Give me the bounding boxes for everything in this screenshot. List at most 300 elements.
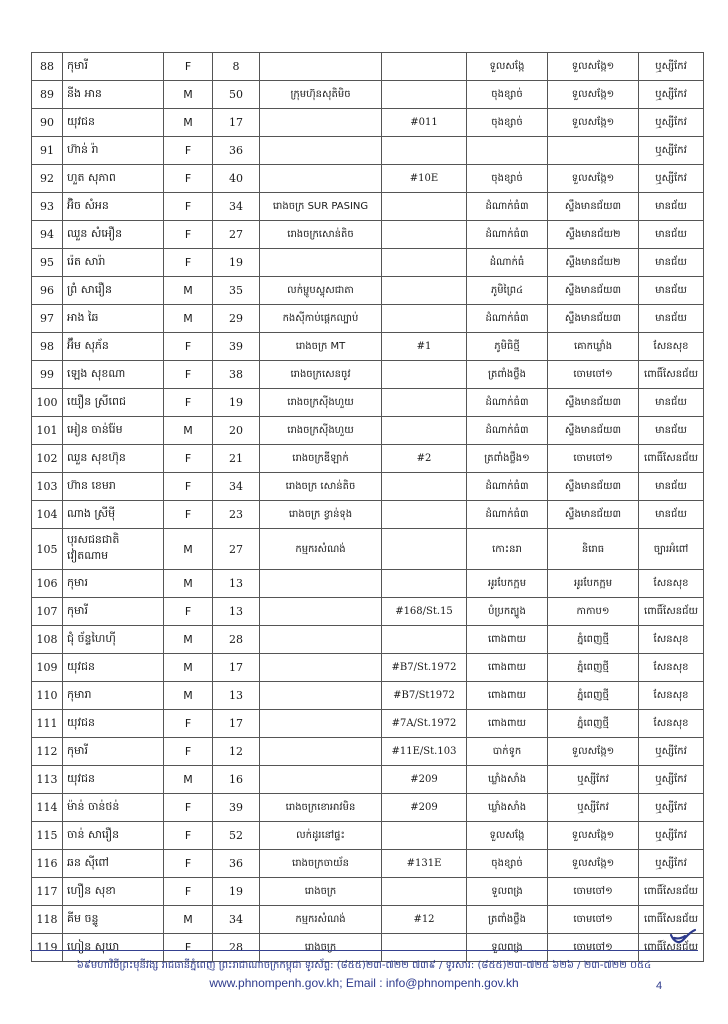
row-number-cell: 115 [32, 822, 63, 850]
house-number-cell [382, 822, 467, 850]
table-row [32, 654, 704, 682]
table-row [32, 361, 704, 389]
district-cell: ពោធិ៍សែនជ័យ [639, 934, 704, 962]
row-number-cell: 92 [32, 165, 63, 193]
row-number-cell: 93 [32, 193, 63, 221]
village-cell: ដំណាក់ធំ៣ [467, 473, 548, 501]
house-number-cell: #011 [382, 109, 467, 137]
row-number-cell: 113 [32, 766, 63, 794]
footer-address: ៦៩មហាវិថីព្រះមុនីវង្ស រាជធានីភ្នំពេញ ព្រះរាជាណាចក្រកម្ពុជា ទូរស័ព្ទ: (៨៥៥)២៣-៧២២ ៧៣៩ / ទូរសារ: (៨៥៥)២៣-៧២៥ ៦២៦ / ២៣-៧២២ ០៥៤ [76, 960, 652, 971]
row-number-cell: 114 [32, 794, 63, 822]
person-name-cell: ឡេង សុខណា [63, 361, 164, 389]
age-cell: 39 [213, 333, 260, 361]
house-number-cell: #10E [382, 165, 467, 193]
record-table-container [31, 52, 703, 962]
house-number-cell: #209 [382, 794, 467, 822]
row-number-cell: 106 [32, 570, 63, 598]
district-cell: មានជ័យ [639, 221, 704, 249]
row-number-cell: 118 [32, 906, 63, 934]
table-row [32, 221, 704, 249]
commune-cell: ស្ទឹងមានជ័យ៣ [548, 389, 639, 417]
occupation-cell: រោងចក្រខោអាវមិន [260, 794, 382, 822]
person-name-cell: ជុំ ច័ន្ទហៃហ៊ី [63, 626, 164, 654]
row-number-cell: 94 [32, 221, 63, 249]
person-name-cell: កុមារ [63, 570, 164, 598]
person-name-cell: កុមារា [63, 682, 164, 710]
person-name-cell: ហួត សុភាព [63, 165, 164, 193]
district-cell: សែនសុខ [639, 333, 704, 361]
occupation-cell: រោងចក្រ [260, 934, 382, 962]
occupation-cell [260, 710, 382, 738]
commune-cell: ទួលសង្កែ១ [548, 850, 639, 878]
sex-cell: F [164, 501, 213, 529]
village-cell: ដំណាក់ធំ៣ [467, 417, 548, 445]
house-number-cell: #11E/St.103 [382, 738, 467, 766]
sex-cell: F [164, 53, 213, 81]
age-cell: 40 [213, 165, 260, 193]
occupation-cell: រោងចក្រ ខ្វាន់ទុង [260, 501, 382, 529]
table-row [32, 766, 704, 794]
house-number-cell: #12 [382, 906, 467, 934]
occupation-cell: រោងចក្រស៊ីងហួយ [260, 417, 382, 445]
house-number-cell [382, 81, 467, 109]
age-cell: 27 [213, 221, 260, 249]
table-row [32, 277, 704, 305]
occupation-cell: កម្មករសំណង់ [260, 906, 382, 934]
person-name-cell: អៀន ចាន់រ៉ែម [63, 417, 164, 445]
occupation-cell [260, 682, 382, 710]
commune-cell: គោកឃ្លាំង [548, 333, 639, 361]
table-row [32, 710, 704, 738]
footer-divider [30, 950, 698, 951]
table-row [32, 165, 704, 193]
occupation-cell: រោងចក្រសោន់តិច [260, 221, 382, 249]
commune-cell: ភ្នំពេញថ្មី [548, 710, 639, 738]
occupation-cell [260, 598, 382, 626]
sex-cell: M [164, 81, 213, 109]
sex-cell: M [164, 529, 213, 570]
person-name-cell: បុរសជនជាតិ វៀតណាម [63, 529, 164, 570]
age-cell: 23 [213, 501, 260, 529]
row-number-cell: 119 [32, 934, 63, 962]
commune-cell: ស្ទឹងមានជ័យ៣ [548, 193, 639, 221]
village-cell: ដំណាក់ធំ៣ [467, 193, 548, 221]
house-number-cell: #B7/St1972 [382, 682, 467, 710]
row-number-cell: 112 [32, 738, 63, 766]
age-cell: 8 [213, 53, 260, 81]
house-number-cell [382, 361, 467, 389]
sex-cell: M [164, 766, 213, 794]
sex-cell: F [164, 193, 213, 221]
row-number-cell: 107 [32, 598, 63, 626]
table-row [32, 570, 704, 598]
district-cell: សែនសុខ [639, 626, 704, 654]
district-cell: ពោធិ៍សែនជ័យ [639, 906, 704, 934]
occupation-cell: រោងចក្រ [260, 878, 382, 906]
row-number-cell: 99 [32, 361, 63, 389]
district-cell: មានជ័យ [639, 417, 704, 445]
age-cell: 34 [213, 906, 260, 934]
table-row [32, 822, 704, 850]
table-row [32, 305, 704, 333]
village-cell: ត្រពាំងថ្លឹង១ [467, 445, 548, 473]
village-cell: ទួលសង្កែ [467, 53, 548, 81]
house-number-cell [382, 277, 467, 305]
commune-cell: ស្ទឹងមានជ័យ៣ [548, 305, 639, 333]
person-name-cell: ព្រំ សារឿន [63, 277, 164, 305]
village-cell: ត្រពាំងថ្លឹង [467, 906, 548, 934]
table-row [32, 501, 704, 529]
row-number-cell: 97 [32, 305, 63, 333]
table-row [32, 137, 704, 165]
house-number-cell [382, 389, 467, 417]
occupation-cell [260, 570, 382, 598]
house-number-cell [382, 193, 467, 221]
age-cell: 39 [213, 794, 260, 822]
sex-cell: F [164, 361, 213, 389]
person-name-cell: នីង អាន [63, 81, 164, 109]
commune-cell: ស្ទឹងមានជ័យ២ [548, 221, 639, 249]
village-cell: ទួលពង្រ [467, 934, 548, 962]
row-number-cell: 105 [32, 529, 63, 570]
occupation-cell [260, 249, 382, 277]
age-cell: 29 [213, 305, 260, 333]
table-row [32, 81, 704, 109]
person-name-cell: អ៊ិច សំអន [63, 193, 164, 221]
sex-cell: F [164, 389, 213, 417]
person-name-cell: ឈួន សំអឿន [63, 221, 164, 249]
row-number-cell: 104 [32, 501, 63, 529]
row-number-cell: 108 [32, 626, 63, 654]
sex-cell: F [164, 710, 213, 738]
person-name-cell: ហៀន សុឃា [63, 934, 164, 962]
person-name-cell: យឿន ស្រីពេជ [63, 389, 164, 417]
house-number-cell: #B7/St.1972 [382, 654, 467, 682]
sex-cell: M [164, 682, 213, 710]
table-row [32, 333, 704, 361]
district-cell: សែនសុខ [639, 682, 704, 710]
sex-cell: F [164, 473, 213, 501]
table-row [32, 738, 704, 766]
age-cell: 28 [213, 626, 260, 654]
house-number-cell [382, 473, 467, 501]
occupation-cell [260, 53, 382, 81]
sex-cell: M [164, 109, 213, 137]
row-number-cell: 101 [32, 417, 63, 445]
village-cell [467, 137, 548, 165]
district-cell: ឬស្សីកែវ [639, 137, 704, 165]
district-cell: ឬស្សីកែវ [639, 738, 704, 766]
person-name-cell: អ៊ឹម សុភ័ន [63, 333, 164, 361]
commune-cell: ឬស្សីកែវ [548, 794, 639, 822]
sex-cell: F [164, 137, 213, 165]
person-name-cell: ហ៊ាន់ រ៉ា [63, 137, 164, 165]
commune-cell: ឬស្សីកែវ [548, 766, 639, 794]
row-number-cell: 98 [32, 333, 63, 361]
table-row [32, 626, 704, 654]
commune-cell: ចោមចៅ១ [548, 906, 639, 934]
occupation-cell [260, 626, 382, 654]
sex-cell: F [164, 878, 213, 906]
person-name-cell: យុវជន [63, 109, 164, 137]
sex-cell: M [164, 626, 213, 654]
person-name-cell: ចាន់ សារឿន [63, 822, 164, 850]
district-cell: មានជ័យ [639, 501, 704, 529]
district-cell: សែនសុខ [639, 570, 704, 598]
record-table-body [32, 53, 704, 962]
occupation-cell [260, 109, 382, 137]
row-number-cell: 96 [32, 277, 63, 305]
sex-cell: F [164, 333, 213, 361]
age-cell: 17 [213, 109, 260, 137]
row-number-cell: 89 [32, 81, 63, 109]
sex-cell: M [164, 654, 213, 682]
commune-cell: ចោមចៅ១ [548, 878, 639, 906]
sex-cell: M [164, 417, 213, 445]
row-number-cell: 91 [32, 137, 63, 165]
person-name-cell: ឆន ស៊ីពៅ [63, 850, 164, 878]
commune-cell [548, 137, 639, 165]
age-cell: 16 [213, 766, 260, 794]
commune-cell: ទួលសង្កែ១ [548, 81, 639, 109]
age-cell: 36 [213, 137, 260, 165]
occupation-cell: កងស៊ីកាប់ផ្តេកល្បាប់ [260, 305, 382, 333]
district-cell: ពោធិ៍សែនជ័យ [639, 361, 704, 389]
commune-cell: ចោមចៅ១ [548, 934, 639, 962]
table-row [32, 53, 704, 81]
commune-cell: ភ្នំពេញថ្មី [548, 654, 639, 682]
table-row [32, 193, 704, 221]
district-cell: ពោធិ៍សែនជ័យ [639, 598, 704, 626]
age-cell: 34 [213, 193, 260, 221]
table-row [32, 389, 704, 417]
village-cell: ទួលសង្កែ [467, 822, 548, 850]
commune-cell: ភ្នំពេញថ្មី [548, 682, 639, 710]
district-cell: មានជ័យ [639, 193, 704, 221]
village-cell: ពោងពាយ [467, 626, 548, 654]
age-cell: 50 [213, 81, 260, 109]
sex-cell: M [164, 277, 213, 305]
person-name-cell: ឈួន សុខហ៊ុន [63, 445, 164, 473]
sex-cell: F [164, 445, 213, 473]
house-number-cell: #131E [382, 850, 467, 878]
sex-cell: F [164, 934, 213, 962]
occupation-cell [260, 766, 382, 794]
age-cell: 13 [213, 682, 260, 710]
district-cell: មានជ័យ [639, 277, 704, 305]
sex-cell: M [164, 570, 213, 598]
row-number-cell: 109 [32, 654, 63, 682]
table-row [32, 417, 704, 445]
district-cell: មានជ័យ [639, 389, 704, 417]
person-name-cell: យុវជន [63, 654, 164, 682]
house-number-cell [382, 137, 467, 165]
sex-cell: F [164, 794, 213, 822]
district-cell: មានជ័យ [639, 249, 704, 277]
row-number-cell: 90 [32, 109, 63, 137]
district-cell: មានជ័យ [639, 305, 704, 333]
occupation-cell [260, 654, 382, 682]
house-number-cell [382, 417, 467, 445]
page-number: 4 [656, 980, 663, 992]
occupation-cell [260, 137, 382, 165]
row-number-cell: 110 [32, 682, 63, 710]
person-name-cell: កុមារី [63, 53, 164, 81]
house-number-cell [382, 626, 467, 654]
row-number-cell: 111 [32, 710, 63, 738]
district-cell: ឬស្សីកែវ [639, 766, 704, 794]
person-name-cell: ម៉ាន់ ចាន់ថន់ [63, 794, 164, 822]
age-cell: 13 [213, 598, 260, 626]
row-number-cell: 116 [32, 850, 63, 878]
house-number-cell: #1 [382, 333, 467, 361]
district-cell: ពោធិ៍សែនជ័យ [639, 878, 704, 906]
commune-cell: ទួលសង្កែ១ [548, 53, 639, 81]
village-cell: ភូមិព្រៃ៤ [467, 277, 548, 305]
village-cell: ពោងពាយ [467, 682, 548, 710]
age-cell: 20 [213, 417, 260, 445]
district-cell: ឬស្សីកែវ [639, 53, 704, 81]
age-cell: 27 [213, 529, 260, 570]
commune-cell: ទួលសង្កែ១ [548, 165, 639, 193]
age-cell: 35 [213, 277, 260, 305]
district-cell: ឬស្សីកែវ [639, 109, 704, 137]
commune-cell: ស្ទឹងមានជ័យ៣ [548, 501, 639, 529]
village-cell: ចុងខ្សាច់ [467, 165, 548, 193]
sex-cell: F [164, 850, 213, 878]
village-cell: ចុងខ្សាច់ [467, 81, 548, 109]
occupation-cell: រោងចក្រសេនចូវ [260, 361, 382, 389]
village-cell: ដំណាក់ធំ [467, 249, 548, 277]
house-number-cell [382, 249, 467, 277]
village-cell: ពោងពាយ [467, 710, 548, 738]
commune-cell: ស្ទឹងមានជ័យ២ [548, 249, 639, 277]
commune-cell: ទួលសង្កែ១ [548, 109, 639, 137]
age-cell: 13 [213, 570, 260, 598]
row-number-cell: 117 [32, 878, 63, 906]
sex-cell: F [164, 598, 213, 626]
village-cell: អូរបែកក្អម [467, 570, 548, 598]
house-number-cell: #209 [382, 766, 467, 794]
district-cell: ឬស្សីកែវ [639, 81, 704, 109]
occupation-cell: លក់ម្ហូបស្ទុសជាតា [260, 277, 382, 305]
village-cell: ឃ្លាំងសាំង [467, 794, 548, 822]
occupation-cell: រោងចក្រចាយ័ន [260, 850, 382, 878]
district-cell: ពោធិ៍សែនជ័យ [639, 445, 704, 473]
house-number-cell [382, 221, 467, 249]
occupation-cell: រោងចក្រ SUR PASING [260, 193, 382, 221]
occupation-cell: រោងចក្រ សោន់តិច [260, 473, 382, 501]
age-cell: 19 [213, 249, 260, 277]
house-number-cell: #168/St.15 [382, 598, 467, 626]
house-number-cell: #2 [382, 445, 467, 473]
commune-cell: ទួលសង្កែ១ [548, 738, 639, 766]
village-cell: បាក់ទូក [467, 738, 548, 766]
house-number-cell [382, 570, 467, 598]
footer-contact[interactable]: www.phnompenh.gov.kh; Email : info@phnompenh.gov.kh [209, 976, 519, 990]
commune-cell: ទួលសង្កែ១ [548, 822, 639, 850]
village-cell: ទួលពង្រ [467, 878, 548, 906]
house-number-cell [382, 878, 467, 906]
occupation-cell: រោងចក្រឌីឡាក់ [260, 445, 382, 473]
table-row [32, 473, 704, 501]
table-row [32, 109, 704, 137]
occupation-cell: លក់ដូរនៅផ្ទះ [260, 822, 382, 850]
table-row [32, 850, 704, 878]
age-cell: 21 [213, 445, 260, 473]
person-name-cell: យុវជន [63, 710, 164, 738]
sex-cell: M [164, 906, 213, 934]
commune-cell: កាកាប១ [548, 598, 639, 626]
house-number-cell [382, 529, 467, 570]
table-row [32, 445, 704, 473]
commune-cell: ស្ទឹងមានជ័យ៣ [548, 417, 639, 445]
commune-cell: ស្ទឹងមានជ័យ៣ [548, 277, 639, 305]
sex-cell: F [164, 822, 213, 850]
commune-cell: ភ្នំពេញថ្មី [548, 626, 639, 654]
village-cell: ដំណាក់ធំ៣ [467, 305, 548, 333]
district-cell: សែនសុខ [639, 654, 704, 682]
age-cell: 19 [213, 389, 260, 417]
age-cell: 28 [213, 934, 260, 962]
village-cell: ត្រពាំងថ្លឹង [467, 361, 548, 389]
signature-mark [668, 926, 698, 948]
age-cell: 19 [213, 878, 260, 906]
commune-cell: ចោមចៅ១ [548, 361, 639, 389]
table-row [32, 249, 704, 277]
age-cell: 17 [213, 654, 260, 682]
village-cell: បំប្រកត្បូង [467, 598, 548, 626]
table-row [32, 906, 704, 934]
occupation-cell: កម្មករសំណង់ [260, 529, 382, 570]
house-number-cell [382, 53, 467, 81]
commune-cell: ចោមចៅ១ [548, 445, 639, 473]
house-number-cell: #7A/St.1972 [382, 710, 467, 738]
house-number-cell [382, 305, 467, 333]
table-row [32, 529, 704, 570]
village-cell: កោះនរា [467, 529, 548, 570]
age-cell: 36 [213, 850, 260, 878]
occupation-cell [260, 165, 382, 193]
village-cell: ចុងខ្សាច់ [467, 109, 548, 137]
occupation-cell [260, 738, 382, 766]
row-number-cell: 88 [32, 53, 63, 81]
village-cell: ដំណាក់ធំ៣ [467, 501, 548, 529]
person-name-cell: អាង ឆៃ [63, 305, 164, 333]
person-name-cell: ហឿន សុខា [63, 878, 164, 906]
village-cell: ភូមិធិថ្មី [467, 333, 548, 361]
age-cell: 52 [213, 822, 260, 850]
row-number-cell: 100 [32, 389, 63, 417]
village-cell: ដំណាក់ធំ៣ [467, 221, 548, 249]
village-cell: ដំណាក់ធំ៣ [467, 389, 548, 417]
sex-cell: F [164, 165, 213, 193]
row-number-cell: 103 [32, 473, 63, 501]
row-number-cell: 102 [32, 445, 63, 473]
person-name-cell: យុវជន [63, 766, 164, 794]
person-name-cell: កុមារី [63, 738, 164, 766]
district-cell: ឬស្សីកែវ [639, 822, 704, 850]
age-cell: 34 [213, 473, 260, 501]
row-number-cell: 95 [32, 249, 63, 277]
district-cell: ឬស្សីកែវ [639, 794, 704, 822]
district-cell: ច្បារអំពៅ [639, 529, 704, 570]
table-row [32, 878, 704, 906]
occupation-cell: រោងចក្រ MT [260, 333, 382, 361]
sex-cell: F [164, 221, 213, 249]
district-cell: សែនសុខ [639, 710, 704, 738]
occupation-cell: រោងចក្រស៊ីងហួយ [260, 389, 382, 417]
